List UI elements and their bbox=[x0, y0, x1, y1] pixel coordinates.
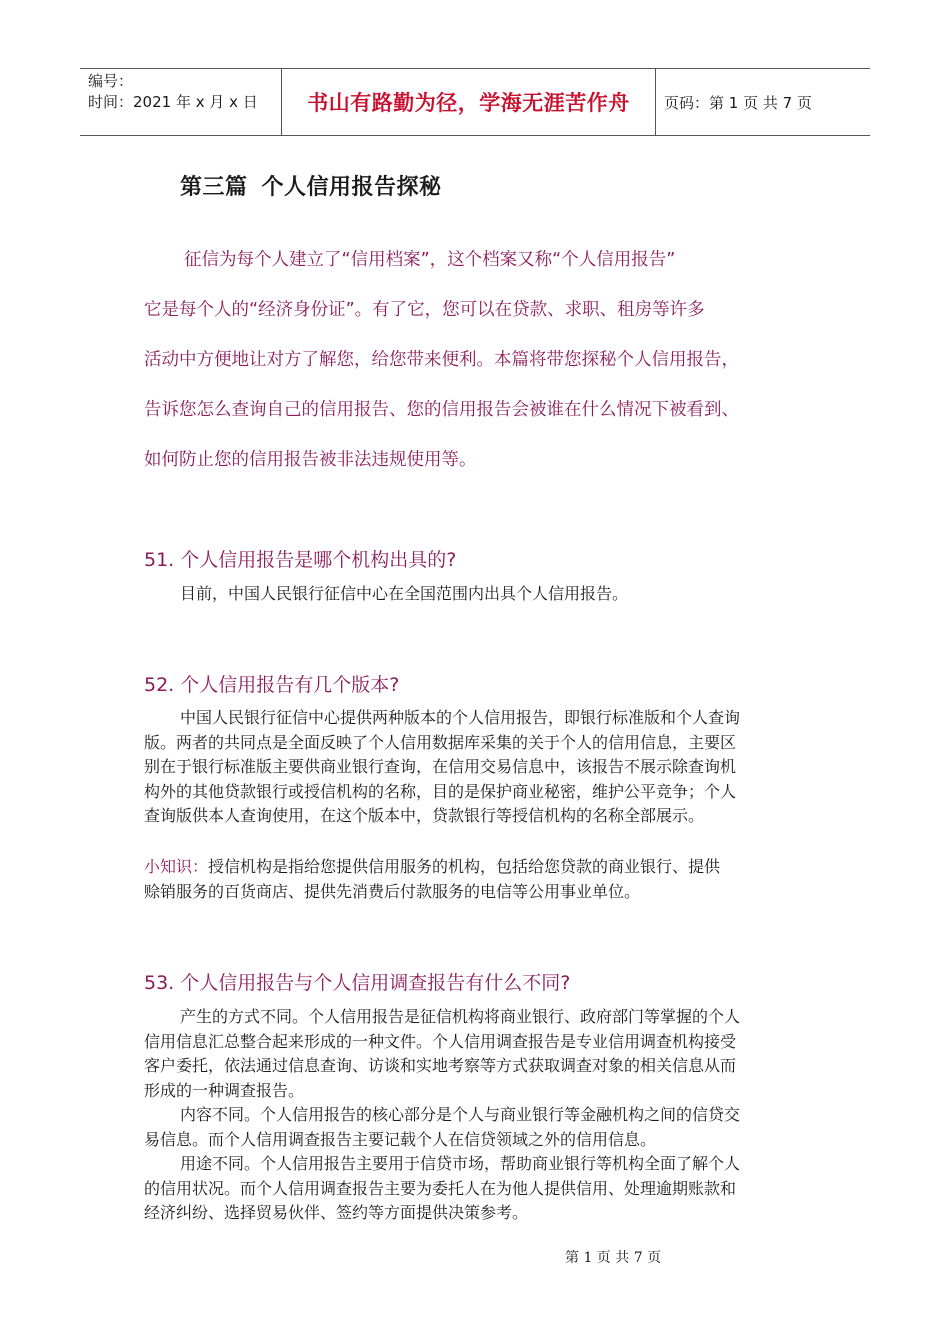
intro-line: 如何防止您的信用报告被非法违规使用等。 bbox=[144, 450, 477, 470]
question-heading: 51. 个人信用报告是哪个机构出具的? bbox=[144, 549, 457, 571]
page-header bbox=[80, 68, 870, 136]
question-heading: 52. 个人信用报告有几个版本? bbox=[144, 674, 400, 696]
intro-line: 告诉您怎么查询自己的信用报告、您的信用报告会被谁在什么情况下被看到、 bbox=[144, 400, 739, 420]
intro-line: 征信为每个人建立了“信用档案”，这个档案又称“个人信用报告” bbox=[184, 250, 676, 270]
answer-line: 构外的其他贷款银行或授信机构的名称，目的是保护商业秘密，维护公平竞争；个人 bbox=[144, 781, 737, 801]
tip-line: 授信机构是指给您提供信用服务的机构，包括给您贷款的商业银行、提供 bbox=[208, 857, 721, 876]
tip-line: 赊销服务的百货商店、提供先消费后付款服务的电信等公用事业单位。 bbox=[144, 881, 641, 901]
answer-paragraph bbox=[144, 706, 814, 829]
chapter-name: 个人信用报告探秘 bbox=[261, 175, 442, 200]
tip-paragraph bbox=[144, 855, 814, 904]
answer-line: 信用信息汇总整合起来形成的一种文件。个人信用调查报告是专业信用调查机构接受 bbox=[144, 1031, 737, 1051]
question-heading: 53. 个人信用报告与个人信用调查报告有什么不同? bbox=[144, 972, 571, 994]
answer-line: 客户委托，依法通过信息查询、访谈和实地考察等方式获取调查对象的相关信息从而 bbox=[144, 1056, 737, 1075]
answer-line: 中国人民银行征信中心提供两种版本的个人信用报告，即银行标准版和个人查询 bbox=[180, 708, 741, 727]
intro-line: 它是每个人的“经济身份证”。有了它，您可以在贷款、求职、租房等许多 bbox=[144, 300, 705, 320]
header-motto-cell bbox=[282, 69, 656, 135]
answer-line: 易信息。而个人信用调查报告主要记载个人在信贷领域之外的信用信息。 bbox=[144, 1129, 657, 1149]
answer-line: 内容不同。个人信用报告的核心部分是个人与商业银行等金融机构之间的信贷交 bbox=[180, 1105, 741, 1124]
answer-line: 查询版供本人查询使用，在这个版本中，贷款银行等授信机构的名称全部展示。 bbox=[144, 806, 705, 825]
header-page-cell bbox=[656, 69, 870, 135]
answer-paragraph bbox=[180, 582, 850, 607]
chapter-part: 第三篇 bbox=[180, 175, 248, 200]
intro-line: 活动中方便地让对方了解您，给您带来便利。本篇将带您探秘个人信用报告， bbox=[144, 350, 739, 370]
answer-line: 经济纠纷、选择贸易伙伴、签约等方面提供决策参考。 bbox=[144, 1203, 529, 1222]
answer-line: 别在于银行标准版主要供商业银行查询，在信用交易信息中，该报告不展示除查询机 bbox=[144, 757, 737, 776]
tip-label: 小知识： bbox=[144, 857, 209, 876]
document-date: 时间：2021 年 x 月 x 日 bbox=[88, 93, 258, 111]
answer-line: 用途不同。个人信用报告主要用于信贷市场，帮助商业银行等机构全面了解个人 bbox=[180, 1154, 741, 1173]
header-meta-cell bbox=[80, 69, 282, 135]
motto-text: 书山有路勤为径，学海无涯苦作舟 bbox=[307, 90, 630, 115]
document-number-label: 编号： bbox=[88, 72, 134, 90]
answer-line: 版。两者的共同点是全面反映了个人信用数据库采集的关于个人的信用信息，主要区 bbox=[144, 732, 737, 752]
answer-line: 形成的一种调查报告。 bbox=[144, 1080, 305, 1100]
chapter-title bbox=[180, 170, 442, 201]
page-footer: 第 1 页 共 7 页 bbox=[565, 1250, 662, 1266]
answer-line: 目前，中国人民银行征信中心在全国范围内出具个人信用报告。 bbox=[180, 584, 629, 603]
answer-line: 的信用状况。而个人信用调查报告主要为委托人在为他人提供信用、处理逾期账款和 bbox=[144, 1178, 737, 1198]
answer-line: 产生的方式不同。个人信用报告是征信机构将商业银行、政府部门等掌握的个人 bbox=[180, 1007, 741, 1026]
header-page-info: 页码：第 1 页 共 7 页 bbox=[664, 93, 812, 112]
answer-paragraph bbox=[144, 1005, 814, 1226]
